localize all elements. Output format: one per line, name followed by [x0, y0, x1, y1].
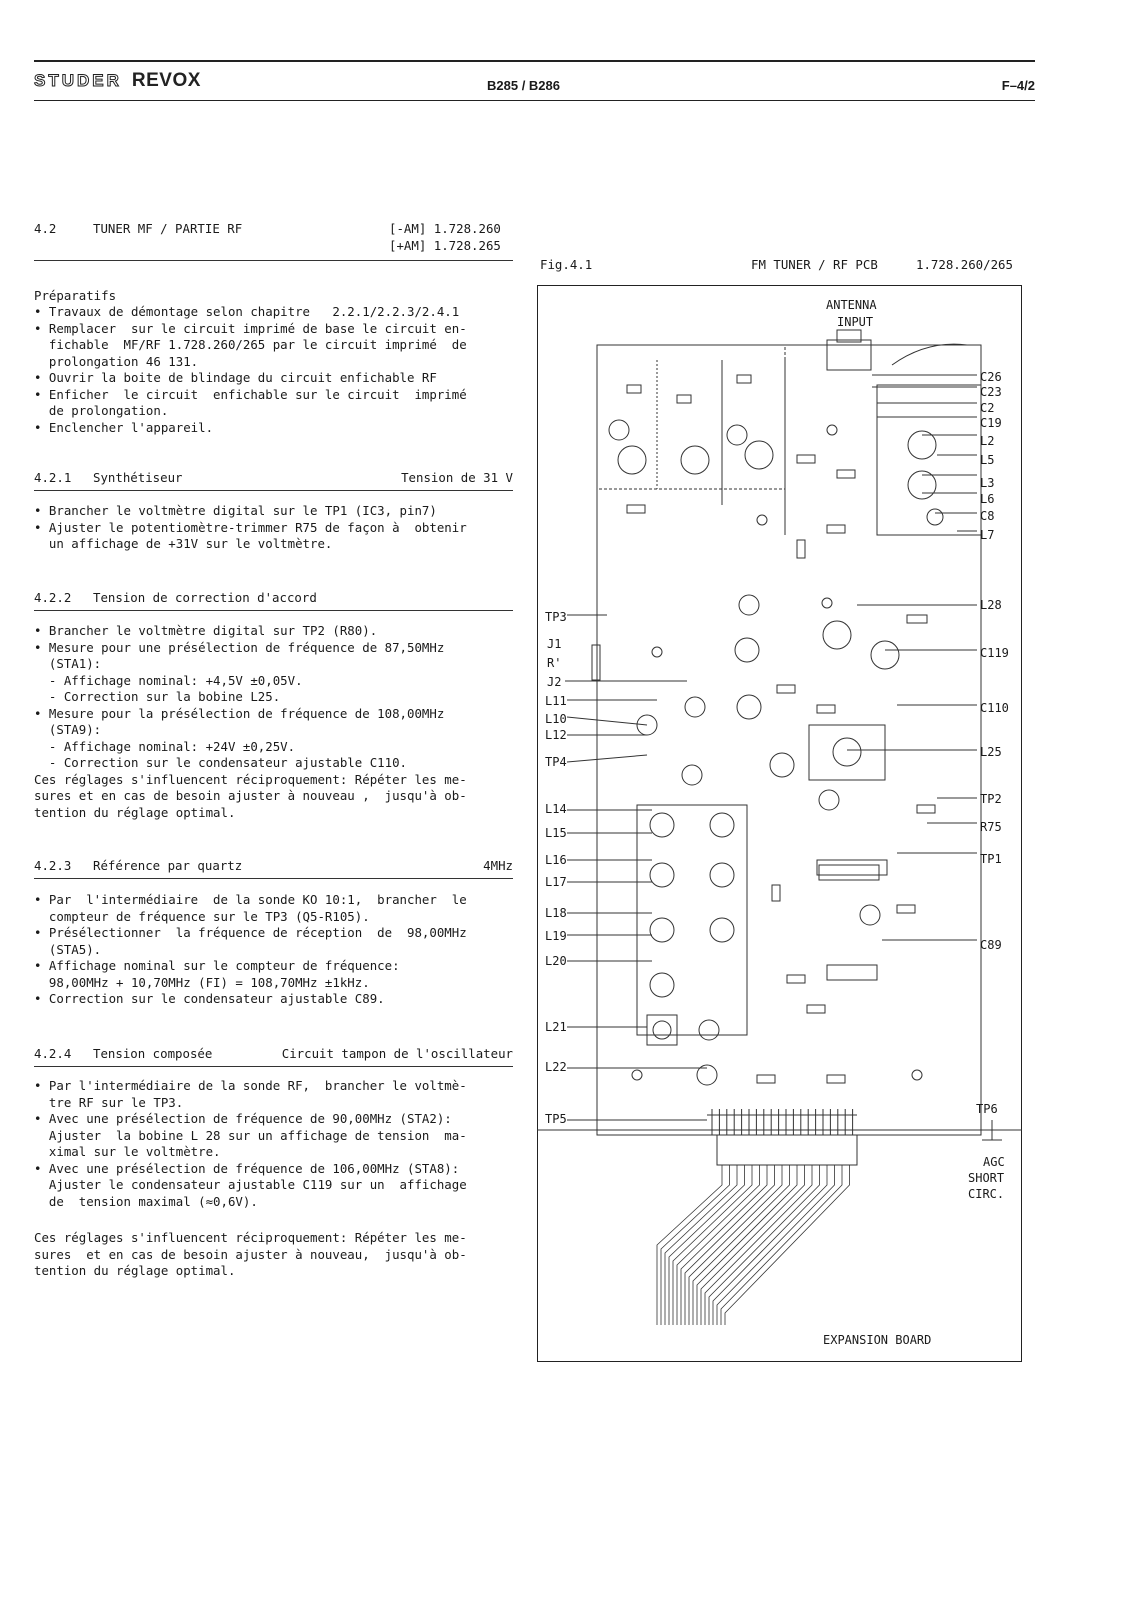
brand-studer: STUDER: [34, 71, 122, 90]
figure-caption: Fig.4.1: [540, 257, 593, 272]
label-l28: L28: [980, 598, 1002, 612]
s421-title: Synthétiseur: [93, 470, 183, 485]
text-line: • Avec une présélection de fréquence de 90,00MHz (STA2):: [34, 1111, 452, 1126]
leader-line: [567, 717, 647, 725]
label-l6: L6: [980, 492, 995, 506]
s421-right: Tension de 31 V: [401, 470, 513, 485]
text-line: • Ajuster le potentiomètre-trimmer R75 de façon à obtenir: [34, 519, 467, 535]
s423-title: Référence par quartz: [93, 858, 243, 873]
s423-rule: [34, 878, 513, 879]
text-line: tention du réglage optimal.: [34, 1263, 236, 1278]
label-l14: L14: [545, 802, 567, 816]
figure-title: FM TUNER / RF PCB: [751, 257, 878, 272]
header-bottom-rule: [34, 100, 1035, 101]
leader-lines: [565, 375, 1002, 1140]
text-line: - Affichage nominal: +24V ±0,25V.: [34, 738, 296, 754]
agc-label-1: AGC: [983, 1155, 1005, 1169]
figure-part-number: 1.728.260/265: [916, 257, 1013, 272]
expansion-board-label: EXPANSION BOARD: [823, 1333, 932, 1347]
label-c26: C26: [980, 370, 1002, 384]
ribbon-wire: [661, 1165, 730, 1325]
label-c23: C23: [980, 385, 1002, 399]
text-line: • Brancher le voltmètre digital sur TP2 (R80).: [34, 623, 378, 638]
label-tp6: TP6: [976, 1102, 998, 1116]
text-line: - Correction sur la bobine L25.: [34, 689, 281, 704]
agc-label-3: CIRC.: [968, 1187, 1005, 1201]
s422-rule: [34, 610, 513, 611]
text-line: de prolongation.: [34, 403, 169, 418]
text-line: • Remplacer sur le circuit imprimé de base le circuit en-: [34, 320, 467, 336]
ribbon-wire: [717, 1165, 835, 1325]
label-l25: L25: [980, 745, 1002, 759]
s422-number: 4.2.2: [34, 590, 72, 605]
label-l5: L5: [980, 453, 995, 467]
s424-title: Tension composée: [93, 1046, 213, 1061]
label-tp2: TP2: [980, 792, 1002, 806]
page-number: F–4/2: [1001, 78, 1035, 93]
s423-number: 4.2.3: [34, 858, 72, 873]
text-line: • Affichage nominal sur le compteur de fréquence:: [34, 958, 400, 973]
ribbon-wire: [693, 1165, 790, 1325]
section-number: 4.2: [34, 221, 57, 236]
label-l15: L15: [545, 826, 567, 840]
label-l16: L16: [545, 853, 567, 867]
text-line: • Enficher le circuit enfichable sur le circuit imprimé: [34, 386, 467, 402]
label-l22: L22: [545, 1060, 567, 1074]
s422-title: Tension de correction d'accord: [93, 590, 317, 605]
label-r75: R75: [980, 820, 1002, 834]
text-line: tention du réglage optimal.: [34, 804, 236, 820]
part-number-am-plus: [+AM] 1.728.265: [389, 238, 501, 253]
label-l19: L19: [545, 929, 567, 943]
text-line: ximal sur le voltmètre.: [34, 1144, 221, 1159]
text-line: (STA1):: [34, 656, 102, 671]
antenna-label-1: ANTENNA: [826, 298, 877, 312]
text-line: - Affichage nominal: +4,5V ±0,05V.: [34, 672, 303, 688]
s421-number: 4.2.1: [34, 470, 72, 485]
text-line: sures et en cas de besoin ajuster à nouveau , jusqu'à ob-: [34, 788, 467, 803]
text-line: • Présélectionner la fréquence de réception de 98,00MHz: [34, 925, 467, 940]
label-j1: J1: [547, 637, 562, 651]
label-l7: L7: [980, 528, 995, 542]
brand-revox: REVOX: [131, 70, 201, 91]
header-top-rule: [34, 60, 1035, 62]
label-tp4: TP4: [545, 755, 567, 769]
text-line: (STA9):: [34, 722, 102, 737]
text-line: • Ouvrir la boite de blindage du circuit enfichable RF: [34, 370, 437, 385]
label-c2: C2: [980, 401, 995, 415]
text-line: tre RF sur le TP3.: [34, 1094, 184, 1110]
brand-logo: [34, 70, 201, 94]
part-number-am-minus: [-AM] 1.728.260: [389, 221, 501, 236]
text-line: fichable MF/RF 1.728.260/265 par le circuit imprimé de: [34, 337, 467, 352]
text-line: prolongation 46 131.: [34, 353, 199, 369]
text-line: de tension maximal (≈0,6V).: [34, 1193, 258, 1209]
label-c119: C119: [980, 646, 1009, 660]
label-tp5: TP5: [545, 1112, 567, 1126]
text-line: Ajuster la bobine L 28 sur un affichage de tension ma-: [34, 1127, 467, 1143]
s424-right: Circuit tampon de l'oscillateur: [281, 1046, 513, 1061]
pcb-layout-drawing: [537, 285, 1022, 1362]
text-line: 98,00MHz + 10,70MHz (FI) = 108,70MHz ±1kHz.: [34, 974, 370, 990]
text-line: Ces réglages s'influencent réciproquement: Répéter les me-: [34, 771, 467, 787]
text-line: • Correction sur le condensateur ajustable C89.: [34, 991, 385, 1006]
label-tp1: TP1: [980, 852, 1002, 866]
label-c89: C89: [980, 938, 1002, 952]
leader-line: [567, 755, 647, 762]
label-l17: L17: [545, 875, 567, 889]
label-l11: L11: [545, 694, 567, 708]
connector-pins: [712, 1109, 853, 1135]
label-c19: C19: [980, 416, 1002, 430]
text-line: • Mesure pour une présélection de fréquence de 87,50MHz: [34, 639, 445, 655]
s424-number: 4.2.4: [34, 1046, 72, 1061]
text-line: • Enclencher l'appareil.: [34, 419, 214, 435]
text-line: Ces réglages s'influencent réciproquement: Répéter les me-: [34, 1230, 467, 1245]
s421-rule: [34, 490, 513, 491]
label-l12: L12: [545, 728, 567, 742]
section-rule: [34, 260, 513, 261]
text-line: • Avec une présélection de fréquence de 106,00MHz (STA8):: [34, 1160, 460, 1176]
label-l21: L21: [545, 1020, 567, 1034]
agc-label-2: SHORT: [968, 1171, 1005, 1185]
text-line: • Travaux de démontage selon chapitre 2.2.1/2.2.3/2.4.1: [34, 304, 460, 319]
ribbon-wire: [697, 1165, 797, 1325]
text-line: - Correction sur le condensateur ajustable C110.: [34, 755, 407, 770]
model-number: B285 / B286: [487, 78, 560, 93]
text-line: • Par l'intermédiaire de la sonde RF, brancher le voltmè-: [34, 1078, 467, 1093]
ribbon-cable: [657, 1165, 850, 1325]
text-line: • Brancher le voltmètre digital sur le TP1 (IC3, pin7): [34, 503, 437, 518]
text-line: compteur de fréquence sur le TP3 (Q5-R105).: [34, 908, 370, 924]
label-l18: L18: [545, 906, 567, 920]
ribbon-wire: [681, 1165, 767, 1325]
text-line: (STA5).: [34, 941, 102, 957]
label-j2: J2: [547, 675, 562, 689]
pcb-board-outline: [597, 345, 981, 1135]
label-l3: L3: [980, 476, 995, 490]
label-l2: L2: [980, 434, 995, 448]
text-line: • Mesure pour la présélection de fréquence de 108,00MHz: [34, 705, 445, 721]
preparatifs-title: Préparatifs: [34, 288, 117, 303]
s423-right: 4MHz: [483, 858, 513, 873]
section-title: TUNER MF / PARTIE RF: [93, 221, 243, 236]
label-l10: L10: [545, 712, 567, 726]
text-line: • Par l'intermédiaire de la sonde KO 10:1, brancher le: [34, 892, 467, 907]
antenna-label-2: INPUT: [837, 315, 874, 329]
text-line: sures et en cas de besoin ajuster à nouveau, jusqu'à ob-: [34, 1246, 467, 1262]
ribbon-wire: [721, 1165, 842, 1325]
label-l20: L20: [545, 954, 567, 968]
text-line: un affichage de +31V sur le voltmètre.: [34, 536, 333, 551]
label-c8: C8: [980, 509, 995, 523]
label-r-prime: R': [547, 656, 562, 670]
label-c110: C110: [980, 701, 1009, 715]
s424-rule: [34, 1066, 513, 1067]
label-tp3: TP3: [545, 610, 567, 624]
text-line: Ajuster le condensateur ajustable C119 sur un affichage: [34, 1177, 467, 1192]
